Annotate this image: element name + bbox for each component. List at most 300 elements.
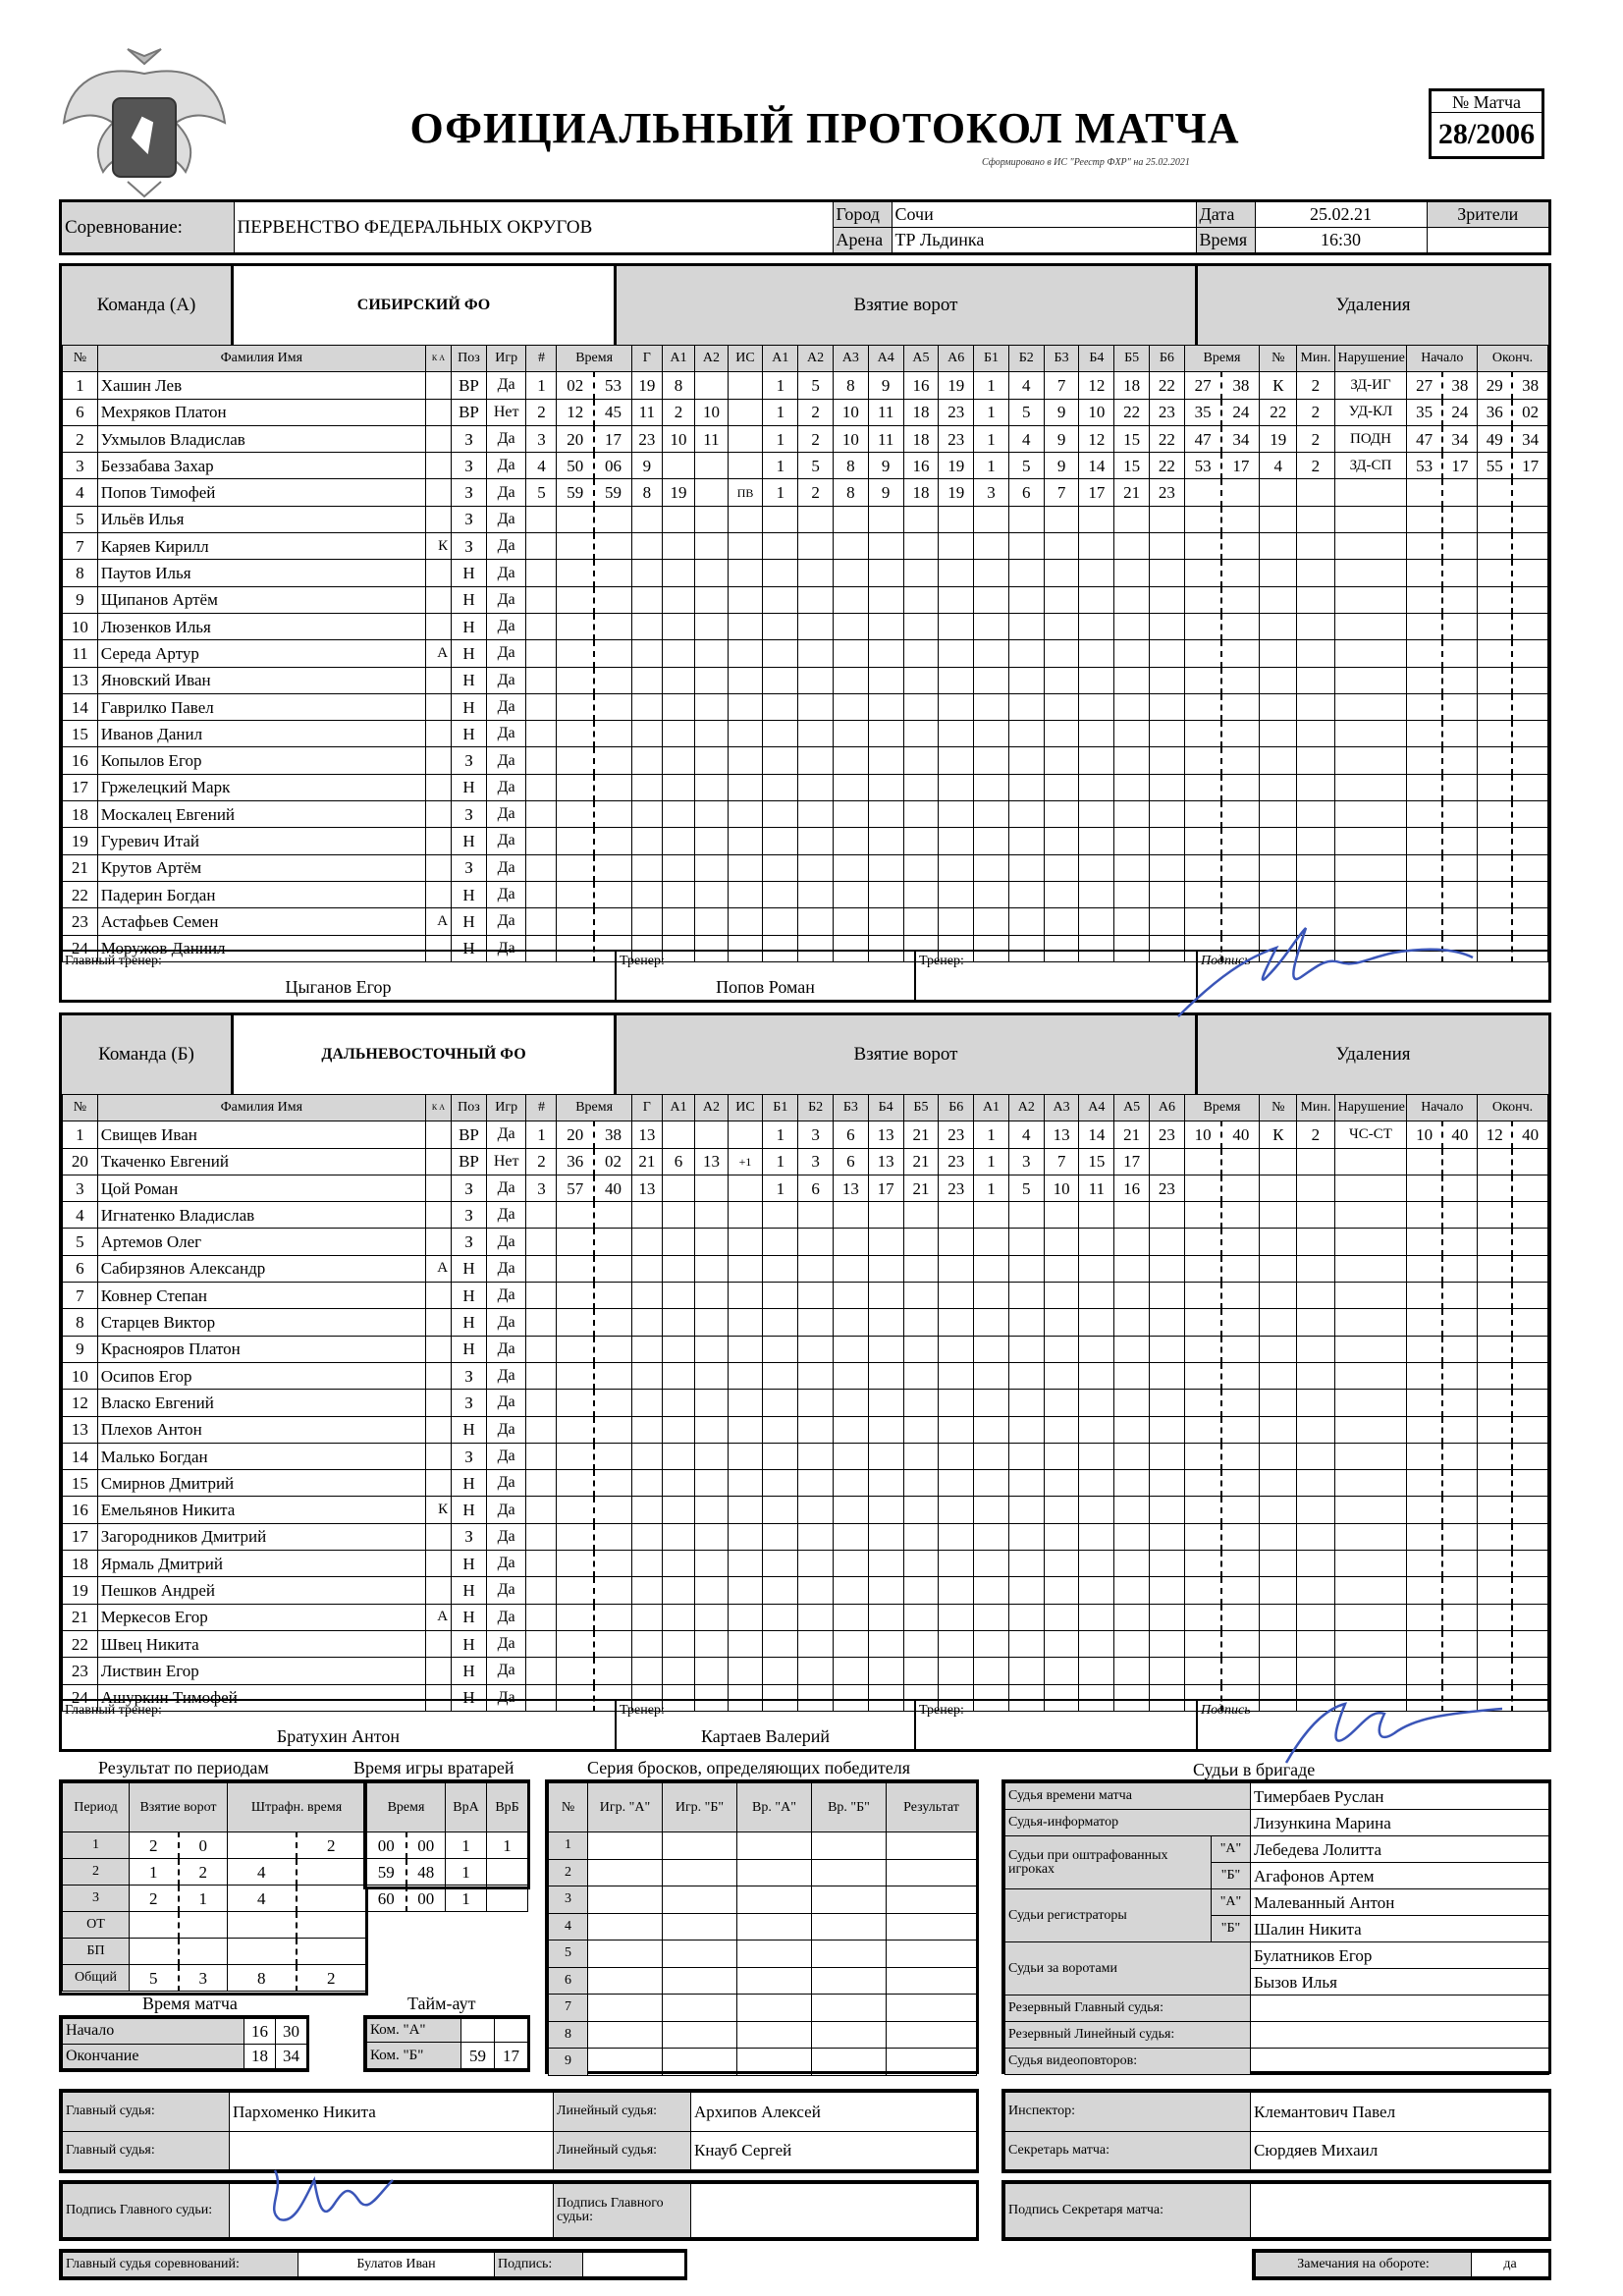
official-role: Судья времени матча	[1005, 1783, 1251, 1810]
goal-cell: 23	[939, 425, 974, 452]
goal-cell	[1079, 640, 1114, 667]
penalty-cell: 38	[1512, 372, 1547, 399]
goal-cell	[662, 1121, 694, 1148]
goal-cell	[1114, 1577, 1150, 1604]
penalty-cell	[1260, 1362, 1297, 1389]
col-ice-left: Б1	[763, 1095, 798, 1121]
coach-name: Попов Роман	[716, 977, 815, 997]
goal-cell	[695, 721, 728, 747]
player-position: З	[452, 425, 487, 452]
penalty-cell	[1478, 1336, 1513, 1362]
goal-cell	[1150, 721, 1185, 747]
penalty-cell	[1512, 1175, 1547, 1201]
player-number: 13	[63, 667, 98, 693]
penalty-cell: 2	[1297, 399, 1334, 425]
penalties-header: Удаления	[1198, 266, 1548, 345]
col-pen-no: №	[1260, 346, 1297, 372]
goal-cell: 7	[1044, 1148, 1079, 1175]
penalty-cell	[1512, 881, 1547, 907]
goal-cell	[594, 1362, 631, 1389]
shootout-row	[549, 1859, 977, 1886]
goal-cell	[631, 693, 662, 720]
goal-cell: 23	[939, 1175, 974, 1201]
penalty-cell	[1512, 693, 1547, 720]
goal-cell	[1150, 506, 1185, 532]
goal-cell	[833, 1416, 868, 1443]
penalty-cell	[1184, 1523, 1221, 1550]
goal-cell	[868, 1658, 903, 1684]
penalty-cell	[1407, 1443, 1442, 1469]
penalty-cell	[1221, 1497, 1259, 1523]
goal-cell	[631, 908, 662, 935]
col-no: №	[63, 1095, 98, 1121]
goal-cell: 6	[798, 1175, 834, 1201]
goal-cell: 1	[763, 479, 798, 506]
goal-cell	[728, 640, 763, 667]
penalty-cell	[1221, 533, 1259, 560]
goal-cell: 16	[903, 372, 939, 399]
goal-cell	[798, 908, 834, 935]
col-ice-right: Б5	[1114, 346, 1150, 372]
goal-cell	[833, 1255, 868, 1282]
goal-cell	[798, 1497, 834, 1523]
goal-cell: 40	[594, 1175, 631, 1201]
goal-cell: 1	[763, 1175, 798, 1201]
player-played: Да	[486, 1604, 526, 1630]
goal-cell	[1008, 693, 1044, 720]
col-ice-left: Б2	[798, 1095, 834, 1121]
goal-cell	[903, 693, 939, 720]
penalty-cell	[1184, 667, 1221, 693]
goal-cell	[594, 721, 631, 747]
goal-cell	[1044, 828, 1079, 854]
periods-title: Результат по периодам	[98, 1758, 269, 1777]
goal-cell	[662, 801, 694, 828]
player-number: 1	[63, 372, 98, 399]
goal-cell	[1114, 801, 1150, 828]
goal-cell	[594, 1229, 631, 1255]
goal-cell: 11	[695, 425, 728, 452]
goal-cell	[662, 1229, 694, 1255]
goalie-value: 1	[487, 1832, 528, 1859]
player-played: Да	[486, 1577, 526, 1604]
player-role	[425, 667, 451, 693]
penalty-cell	[1407, 586, 1442, 613]
goal-cell	[903, 1658, 939, 1684]
goal-cell: 22	[1150, 372, 1185, 399]
competition-label: Соревнование:	[62, 202, 234, 252]
shootout-cell	[737, 1913, 812, 1941]
goal-cell	[798, 1202, 834, 1229]
official-team: "А"	[1212, 1889, 1251, 1916]
penalty-cell: ЗД-ИГ	[1334, 372, 1407, 399]
player-position: ВР	[452, 399, 487, 425]
player-role	[425, 1443, 451, 1469]
official-row	[1005, 1995, 1549, 2022]
penalty-cell	[1442, 479, 1478, 506]
goal-cell	[662, 1577, 694, 1604]
goal-cell	[1044, 1283, 1079, 1309]
penalty-cell	[1184, 774, 1221, 800]
penalty-cell: 10	[1184, 1121, 1221, 1148]
penalty-cell: К	[1260, 372, 1297, 399]
goal-cell: 1	[974, 399, 1009, 425]
penalty-cell	[1512, 1283, 1547, 1309]
goal-cell: 11	[868, 399, 903, 425]
goal-cell	[1008, 1523, 1044, 1550]
goal-cell	[1008, 1283, 1044, 1309]
sign-secretary-label: Подпись Секретаря матча:	[1005, 2184, 1251, 2238]
penalty-cell	[1478, 828, 1513, 854]
goal-cell: 21	[1114, 1121, 1150, 1148]
goal-cell	[974, 667, 1009, 693]
player-number: 7	[63, 533, 98, 560]
official-name: Лизункина Марина	[1251, 1810, 1549, 1836]
city: Сочи	[892, 202, 1196, 227]
goal-cell	[1079, 828, 1114, 854]
shootout-cell	[887, 1832, 977, 1860]
team-header	[62, 266, 1548, 345]
penalty-cell	[1221, 560, 1259, 586]
penalty-cell: 2	[1297, 372, 1334, 399]
player-number: 20	[63, 1148, 98, 1175]
penalty-cell	[1334, 1443, 1407, 1469]
penalty-cell: 27	[1184, 372, 1221, 399]
penalty-cell	[1334, 774, 1407, 800]
penalty-cell	[1221, 1551, 1259, 1577]
goal-cell	[594, 693, 631, 720]
goal-cell	[1150, 1470, 1185, 1497]
goal-cell	[526, 667, 557, 693]
goal-cell	[903, 1229, 939, 1255]
goal-cell	[557, 1309, 594, 1336]
penalty-cell	[1407, 1497, 1442, 1523]
goal-cell	[1079, 533, 1114, 560]
goal-cell	[695, 1390, 728, 1416]
period-name: БП	[63, 1939, 130, 1965]
period-header: Период	[63, 1783, 130, 1832]
goal-cell	[974, 1362, 1009, 1389]
penalty-cell	[1407, 1309, 1442, 1336]
spectators-label: Зрители	[1427, 202, 1548, 227]
goal-cell	[728, 1604, 763, 1630]
goal-cell	[662, 1202, 694, 1229]
penalty-cell	[1442, 721, 1478, 747]
goal-cell	[868, 667, 903, 693]
goal-cell	[557, 613, 594, 639]
goal-cell	[833, 1309, 868, 1336]
goal-cell	[1044, 667, 1079, 693]
goal-cell: 23	[939, 1121, 974, 1148]
goal-cell	[1079, 506, 1114, 532]
end-label: Окончание	[63, 2044, 244, 2069]
penalty-cell	[1478, 801, 1513, 828]
penalty-cell	[1334, 1577, 1407, 1604]
goal-cell: 1	[974, 1175, 1009, 1201]
penalty-cell	[1478, 533, 1513, 560]
goal-cell	[1114, 1283, 1150, 1309]
shootout-header: Игр. "Б"	[663, 1783, 737, 1832]
goal-cell	[1008, 613, 1044, 639]
penalty-cell	[1478, 1255, 1513, 1282]
goal-cell	[557, 721, 594, 747]
penalty-cell	[1260, 506, 1297, 532]
fhr-emblem	[59, 44, 231, 201]
player-role: К	[425, 533, 451, 560]
goal-cell	[1008, 1443, 1044, 1469]
goal-cell	[939, 1416, 974, 1443]
goal-cell	[939, 1523, 974, 1550]
player-position: ВР	[452, 1121, 487, 1148]
goal-cell	[728, 453, 763, 479]
player-number: 10	[63, 1362, 98, 1389]
penalty-cell	[1297, 533, 1334, 560]
goal-cell	[1008, 1551, 1044, 1577]
goal-cell	[763, 1551, 798, 1577]
goal-cell: 59	[557, 479, 594, 506]
goal-cell	[1079, 1416, 1114, 1443]
penalty-cell	[1297, 1255, 1334, 1282]
penalty-cell: ЗД-СП	[1334, 453, 1407, 479]
goal-cell	[695, 881, 728, 907]
penalty-cell	[1260, 1523, 1297, 1550]
goal-cell	[1114, 1551, 1150, 1577]
player-row	[63, 1390, 1548, 1416]
goal-cell: 14	[1079, 1121, 1114, 1148]
goal-cell	[526, 1470, 557, 1497]
goal-cell	[939, 774, 974, 800]
player-position: Н	[452, 1416, 487, 1443]
goal-cell	[557, 1443, 594, 1469]
goal-cell	[526, 774, 557, 800]
goal-cell	[1044, 693, 1079, 720]
penalty-cell	[1184, 1470, 1221, 1497]
period-value	[130, 1912, 179, 1939]
goal-cell	[526, 721, 557, 747]
player-played: Да	[486, 774, 526, 800]
player-number: 23	[63, 1658, 98, 1684]
penalty-cell	[1297, 667, 1334, 693]
goal-cell	[763, 801, 798, 828]
goal-cell	[939, 1577, 974, 1604]
goal-cell	[594, 1551, 631, 1577]
goal-cell	[728, 586, 763, 613]
player-played: Да	[486, 1551, 526, 1577]
goal-cell	[974, 1630, 1009, 1657]
penalty-cell	[1334, 1255, 1407, 1282]
goal-cell	[1114, 828, 1150, 854]
player-row	[63, 1523, 1548, 1550]
penalty-cell	[1407, 1416, 1442, 1443]
goal-cell	[631, 747, 662, 774]
col-ice-left: Б5	[903, 1095, 939, 1121]
goal-cell	[1079, 881, 1114, 907]
penalty-cell	[1260, 1309, 1297, 1336]
goal-cell: 9	[1044, 399, 1079, 425]
penalty-cell	[1184, 1148, 1221, 1175]
penalty-cell	[1478, 881, 1513, 907]
penalty-cell	[1407, 693, 1442, 720]
penalty-cell	[1334, 747, 1407, 774]
goal-cell	[1008, 1390, 1044, 1416]
penalty-cell	[1407, 854, 1442, 881]
goal-cell	[1079, 801, 1114, 828]
line-ref-2: Кнауб Сергей	[691, 2131, 977, 2170]
goal-cell	[939, 1497, 974, 1523]
goal-cell	[1044, 1551, 1079, 1577]
penalty-cell	[1478, 1175, 1513, 1201]
goal-cell: 11	[631, 399, 662, 425]
shootout-cell	[663, 1967, 737, 1995]
player-played: Да	[486, 1283, 526, 1309]
goal-cell	[1008, 721, 1044, 747]
shootout-cell	[663, 2021, 737, 2049]
shootout-cell	[737, 1941, 812, 1968]
goal-cell	[798, 1336, 834, 1362]
shootout-cell	[887, 1995, 977, 2022]
col-g_a1: А1	[662, 1095, 694, 1121]
period-goals-header: Взятие ворот	[130, 1783, 228, 1832]
goal-cell	[1044, 586, 1079, 613]
goal-cell	[798, 747, 834, 774]
goal-cell	[1079, 1497, 1114, 1523]
penalty-cell	[1184, 586, 1221, 613]
penalty-cell	[1442, 1523, 1478, 1550]
goal-cell	[1079, 747, 1114, 774]
player-played: Да	[486, 693, 526, 720]
player-position: Н	[452, 1283, 487, 1309]
goal-cell: 13	[868, 1121, 903, 1148]
col-ice-left: Б3	[833, 1095, 868, 1121]
goal-cell	[868, 560, 903, 586]
penalty-cell	[1184, 479, 1221, 506]
penalty-cell	[1221, 1604, 1259, 1630]
penalty-cell	[1334, 1551, 1407, 1577]
goal-cell: 9	[868, 453, 903, 479]
goal-cell	[1044, 1604, 1079, 1630]
goal-cell: 9	[631, 453, 662, 479]
line-ref-label: Линейный судья:	[554, 2093, 691, 2132]
shootout-cell	[588, 1913, 663, 1941]
col-ice-left: А2	[798, 346, 834, 372]
official-row	[1005, 1942, 1549, 1969]
goal-cell	[557, 828, 594, 854]
col-played: Игр	[486, 346, 526, 372]
goal-cell	[1008, 1309, 1044, 1336]
penalty-cell	[1334, 1416, 1407, 1443]
penalty-cell	[1221, 1229, 1259, 1255]
penalty-cell	[1260, 1497, 1297, 1523]
goal-cell	[526, 1658, 557, 1684]
period-value: 4	[228, 1886, 297, 1912]
goal-cell	[1044, 1336, 1079, 1362]
time-label: Время	[1196, 227, 1255, 252]
official-team: "Б"	[1212, 1916, 1251, 1942]
shootout-cell	[737, 1995, 812, 2022]
signatures-box	[59, 2180, 979, 2241]
goal-cell: 21	[903, 1175, 939, 1201]
penalty-cell: ПОДН	[1334, 425, 1407, 452]
player-number: 21	[63, 1604, 98, 1630]
player-role	[425, 1551, 451, 1577]
line-ref-label-2: Линейный судья:	[554, 2131, 691, 2170]
goal-cell	[833, 881, 868, 907]
goal-cell	[833, 1658, 868, 1684]
col-g_a2: А2	[695, 346, 728, 372]
goal-cell	[798, 801, 834, 828]
goal-cell	[1150, 613, 1185, 639]
penalty-cell	[1478, 1283, 1513, 1309]
penalty-cell	[1221, 1148, 1259, 1175]
goal-cell	[833, 1390, 868, 1416]
penalty-cell: 53	[1184, 453, 1221, 479]
goal-cell	[695, 1202, 728, 1229]
col-pen-min: Мин.	[1297, 346, 1334, 372]
shootout-cell	[588, 1886, 663, 1914]
player-name: Крутов Артём	[97, 854, 425, 881]
goal-cell	[1008, 560, 1044, 586]
penalty-cell	[1297, 1577, 1334, 1604]
penalty-cell	[1184, 506, 1221, 532]
player-number: 19	[63, 828, 98, 854]
player-position: Н	[452, 828, 487, 854]
coach-cell	[617, 1701, 916, 1749]
penalty-cell	[1334, 801, 1407, 828]
goal-cell: 8	[833, 479, 868, 506]
coach-label: Тренер:	[620, 1703, 665, 1718]
col-pen-start: Начало	[1407, 1095, 1478, 1121]
penalty-cell	[1442, 1336, 1478, 1362]
player-role	[425, 479, 451, 506]
goal-cell	[1114, 1336, 1150, 1362]
goal-cell	[1008, 828, 1044, 854]
goal-cell	[974, 1604, 1009, 1630]
player-role	[425, 1416, 451, 1443]
col-ice-left: А3	[833, 346, 868, 372]
penalty-cell	[1297, 1283, 1334, 1309]
goal-cell	[728, 801, 763, 828]
coach-2-label: Тренер:	[919, 1703, 964, 1718]
player-number: 1	[63, 1121, 98, 1148]
goal-cell	[662, 1390, 694, 1416]
col-pen-end: Оконч.	[1478, 346, 1548, 372]
goal-cell	[662, 506, 694, 532]
goal-cell	[974, 1523, 1009, 1550]
penalty-cell	[1221, 613, 1259, 639]
player-played: Да	[486, 640, 526, 667]
penalty-cell	[1442, 506, 1478, 532]
penalty-cell	[1297, 640, 1334, 667]
goal-cell	[728, 854, 763, 881]
goal-cell	[695, 1497, 728, 1523]
goal-cell: 12	[1079, 425, 1114, 452]
penalty-cell	[1297, 1523, 1334, 1550]
player-name: Мехряков Платон	[97, 399, 425, 425]
penalty-cell	[1407, 1202, 1442, 1229]
goal-cell	[939, 506, 974, 532]
goal-cell	[526, 1336, 557, 1362]
penalty-cell: 12	[1478, 1121, 1513, 1148]
goal-cell	[526, 693, 557, 720]
player-role	[425, 1175, 451, 1201]
goal-cell	[631, 721, 662, 747]
end-minutes: 34	[276, 2044, 307, 2069]
goal-cell	[526, 533, 557, 560]
goal-cell	[631, 881, 662, 907]
penalty-cell	[1442, 1255, 1478, 1282]
goal-cell	[662, 1658, 694, 1684]
player-row	[63, 828, 1548, 854]
